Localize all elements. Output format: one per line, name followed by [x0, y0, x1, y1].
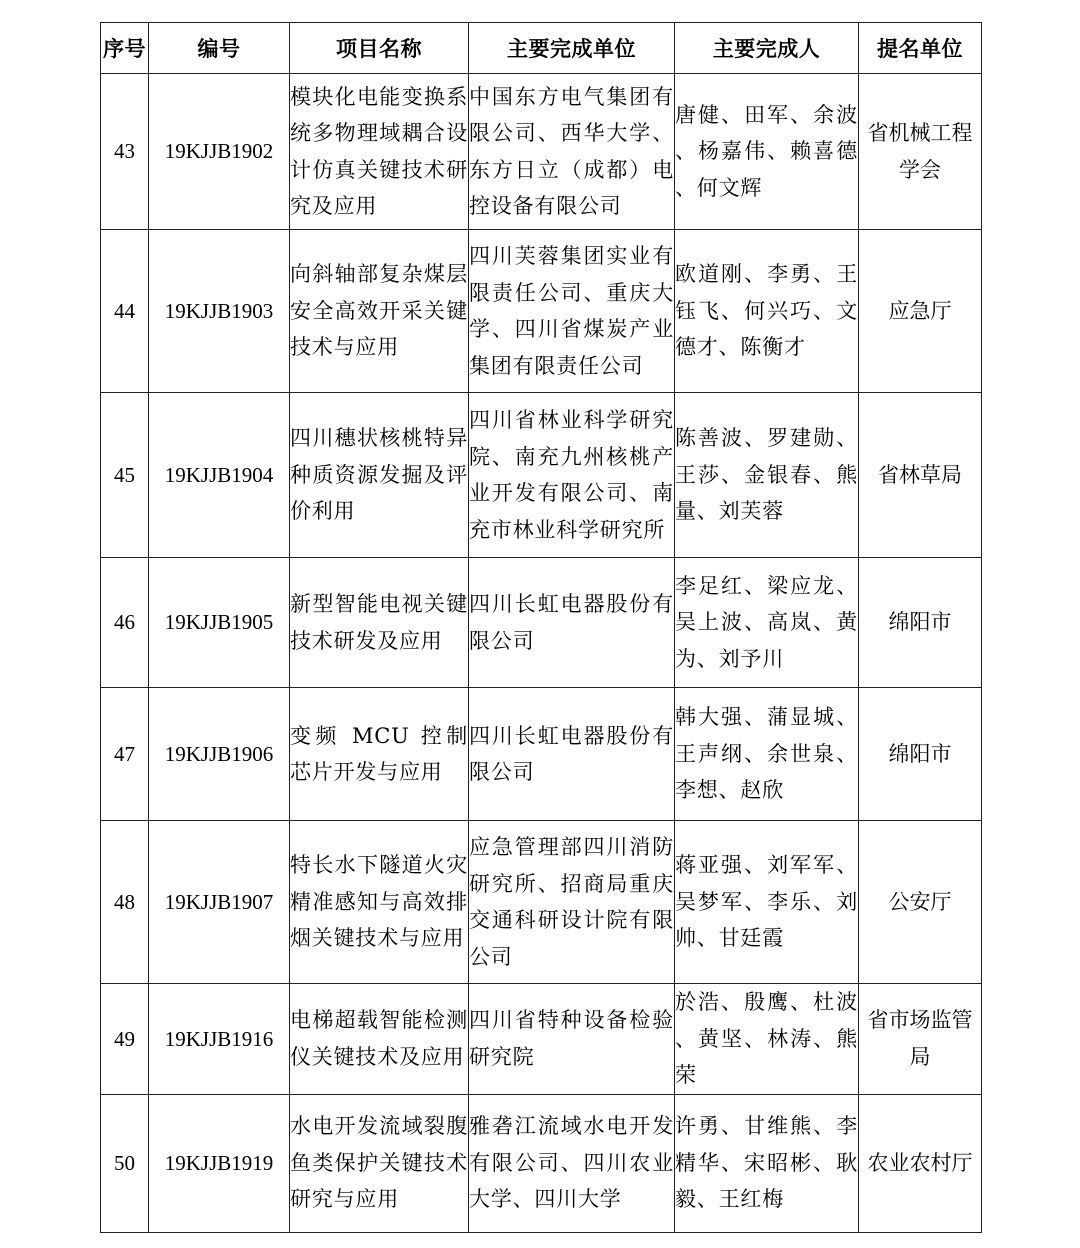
row-units: 四川长虹电器股份有限公司: [469, 688, 675, 821]
row-seq: 49: [101, 984, 149, 1095]
row-seq: 46: [101, 558, 149, 688]
table-header-row: [101, 23, 982, 74]
row-code: 19KJJB1905: [149, 558, 290, 688]
header-people: 主要完成人: [675, 23, 859, 74]
row-units: 应急管理部四川消防研究所、招商局重庆交通科研设计院有限公司: [469, 821, 675, 984]
row-code: 19KJJB1907: [149, 821, 290, 984]
table-row: [101, 688, 982, 821]
header-project: 项目名称: [290, 23, 469, 74]
row-people: 蒋亚强、刘军军、吴梦军、李乐、刘帅、甘廷霞: [675, 821, 859, 984]
row-seq: 47: [101, 688, 149, 821]
table-row: [101, 558, 982, 688]
row-project: 变频 MCU 控制芯片开发与应用: [290, 688, 469, 821]
row-seq: 44: [101, 230, 149, 393]
row-code: 19KJJB1904: [149, 393, 290, 558]
row-code: 19KJJB1903: [149, 230, 290, 393]
row-units: 四川省林业科学研究院、南充九州核桃产业开发有限公司、南充市林业科学研究所: [469, 393, 675, 558]
row-project: 新型智能电视关键技术研发及应用: [290, 558, 469, 688]
row-project: 电梯超载智能检测仪关键技术及应用: [290, 984, 469, 1095]
row-nominator: 绵阳市: [859, 688, 982, 821]
row-code: 19KJJB1916: [149, 984, 290, 1095]
row-nominator: 省市场监管局: [859, 984, 982, 1095]
row-seq: 45: [101, 393, 149, 558]
row-nominator: 应急厅: [859, 230, 982, 393]
row-project: 水电开发流域裂腹鱼类保护关键技术研究与应用: [290, 1094, 469, 1232]
row-nominator: 绵阳市: [859, 558, 982, 688]
table-row: [101, 393, 982, 558]
row-seq: 48: [101, 821, 149, 984]
table-row: [101, 821, 982, 984]
row-units: 四川省特种设备检验研究院: [469, 984, 675, 1095]
row-nominator: 农业农村厅: [859, 1094, 982, 1232]
row-nominator: 省林草局: [859, 393, 982, 558]
table-row: [101, 984, 982, 1095]
header-seq: 序号: [101, 23, 149, 74]
header-code: 编号: [149, 23, 290, 74]
row-people: 欧道刚、李勇、王钰飞、何兴巧、文德才、陈衡才: [675, 230, 859, 393]
row-project: 向斜轴部复杂煤层安全高效开采关键技术与应用: [290, 230, 469, 393]
row-units: 中国东方电气集团有限公司、西华大学、东方日立（成都）电控设备有限公司: [469, 74, 675, 230]
row-people: 唐健、田军、余波、杨嘉伟、赖喜德、何文辉: [675, 74, 859, 230]
row-people: 韩大强、蒲显城、王声纲、余世泉、李想、赵欣: [675, 688, 859, 821]
row-seq: 50: [101, 1094, 149, 1232]
row-units: 四川长虹电器股份有限公司: [469, 558, 675, 688]
table-row: [101, 1094, 982, 1232]
row-nominator: 公安厅: [859, 821, 982, 984]
header-units: 主要完成单位: [469, 23, 675, 74]
row-project: 特长水下隧道火灾精准感知与高效排烟关键技术与应用: [290, 821, 469, 984]
row-people: 许勇、甘维熊、李精华、宋昭彬、耿毅、王红梅: [675, 1094, 859, 1232]
header-nominator: 提名单位: [859, 23, 982, 74]
awards-table: [100, 22, 982, 1233]
row-project: 模块化电能变换系统多物理域耦合设计仿真关键技术研究及应用: [290, 74, 469, 230]
row-seq: 43: [101, 74, 149, 230]
row-nominator: 省机械工程学会: [859, 74, 982, 230]
row-units: 四川芙蓉集团实业有限责任公司、重庆大学、四川省煤炭产业集团有限责任公司: [469, 230, 675, 393]
table-row: [101, 230, 982, 393]
row-code: 19KJJB1919: [149, 1094, 290, 1232]
row-code: 19KJJB1902: [149, 74, 290, 230]
row-units: 雅砻江流域水电开发有限公司、四川农业大学、四川大学: [469, 1094, 675, 1232]
row-people: 李足红、梁应龙、吴上波、高岚、黄为、刘予川: [675, 558, 859, 688]
row-project: 四川穗状核桃特异种质资源发掘及评价利用: [290, 393, 469, 558]
row-code: 19KJJB1906: [149, 688, 290, 821]
table-row: [101, 74, 982, 230]
row-people: 於浩、殷鹰、杜波、黄坚、林涛、熊荣: [675, 984, 859, 1095]
row-people: 陈善波、罗建勋、王莎、金银春、熊量、刘芙蓉: [675, 393, 859, 558]
